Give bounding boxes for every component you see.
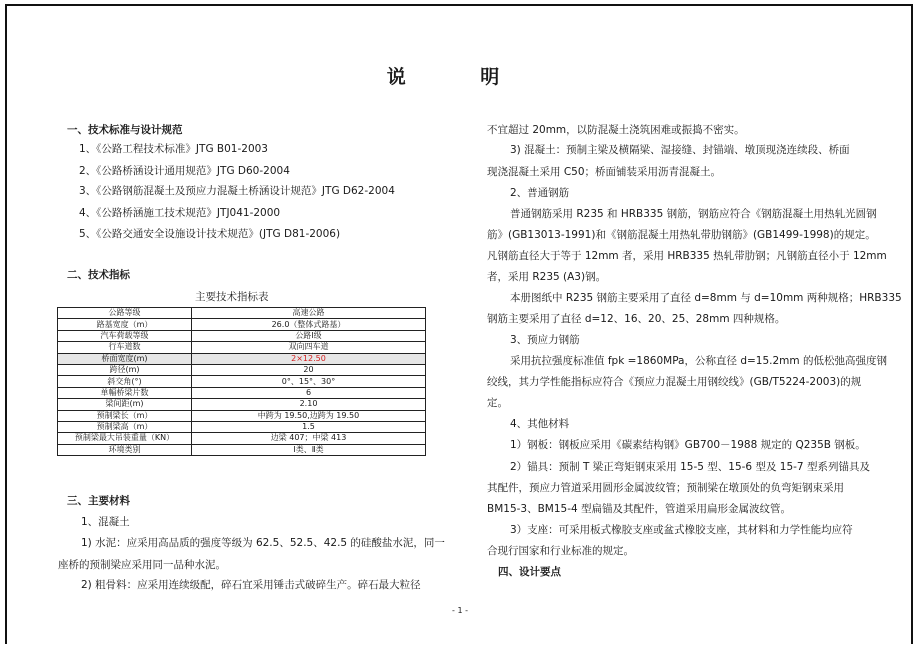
- row-label: 跨径(m): [58, 364, 192, 375]
- table-row: [58, 319, 426, 330]
- row-label: 预制梁高（m）: [58, 421, 192, 432]
- row-value: 1.5: [192, 421, 426, 432]
- row-value: 边梁 407；中梁 413: [192, 433, 426, 444]
- row-label: 路基宽度（m）: [58, 319, 192, 330]
- bearing-text-line-1: 3）支座：可采用板式橡胶支座或盆式橡胶支座，其材料和力学性能均应符: [510, 524, 853, 536]
- cement-text-line-1: 1) 水泥：应采用高品质的强度等级为 62.5、52.5、42.5 的硅酸盐水泥，同一: [81, 537, 445, 549]
- rebar-title: 2、普通钢筋: [510, 187, 570, 199]
- standard-item-2: 2、《公路桥涵设计通用规范》JTG D60-2004: [79, 165, 290, 177]
- page-number: - 1 -: [452, 606, 468, 615]
- bearing-text-line-2: 合现行国家和行业标准的规定。: [487, 545, 634, 557]
- table-row: [58, 330, 426, 341]
- table-row: [58, 444, 426, 455]
- table-row: [58, 308, 426, 319]
- row-value: 中跨为 19.50,边跨为 19.50: [192, 410, 426, 421]
- section-1-heading: 一、技术标准与设计规范: [67, 124, 183, 136]
- anchor-text-line-1: 2）锚具：预制 T 梁正弯矩钢束采用 15-5 型、15-6 型及 15-7 型系列锚具及: [510, 461, 870, 473]
- anchor-text-line-3: BM15-3、BM15-4 型扁锚及其配件，管道采用扁形金属波纹管。: [487, 503, 792, 515]
- prestress-title: 3、预应力钢筋: [510, 334, 580, 346]
- row-label: 单幅桥梁片数: [58, 387, 192, 398]
- row-value: Ⅰ类、Ⅱ类: [192, 444, 426, 455]
- table-row: [58, 410, 426, 421]
- table-row: [58, 342, 426, 353]
- standard-item-1: 1、《公路工程技术标准》JTG B01-2003: [79, 143, 268, 155]
- table-row: [58, 399, 426, 410]
- table-row: [58, 353, 426, 364]
- table-row: [58, 376, 426, 387]
- row-value: 双向四车道: [192, 342, 426, 353]
- section-3-heading: 三、主要材料: [67, 495, 130, 507]
- section-2-heading: 二、技术指标: [67, 269, 130, 281]
- rebar-text-line-2: 筋》(GB13013-1991)和《钢筋混凝土用热轧带肋钢筋》(GB1499-1998)的规定。: [487, 229, 876, 241]
- table-row: [58, 364, 426, 375]
- steel-plate-text: 1）钢板：钢板应采用《碳素结构钢》GB700－1988 规定的 Q235B 钢板。: [510, 439, 866, 451]
- row-value: 26.0（整体式路基）: [192, 319, 426, 330]
- rebar-text-line-4: 者，采用 R235 (A3)钢。: [487, 271, 607, 283]
- section-4-heading: 四、设计要点: [498, 566, 561, 578]
- row-label: 行车道数: [58, 342, 192, 353]
- row-value: 2×12.50: [192, 353, 426, 364]
- concrete-grade-line-1: 3) 混凝土：预制主梁及横隔梁、湿接缝、封锚端、墩顶现浇连续段、桥面: [510, 144, 850, 156]
- prestress-text-line-1: 采用抗拉强度标准值 fpk =1860MPa，公称直径 d=15.2mm 的低松弛高强度钢: [510, 355, 887, 367]
- aggregate-text-line-2: 不宜超过 20mm，以防混凝土浇筑困难或振捣不密实。: [487, 124, 745, 136]
- row-value: 高速公路: [192, 308, 426, 319]
- standard-item-3: 3、《公路钢筋混凝土及预应力混凝土桥涵设计规范》JTG D62-2004: [79, 185, 395, 197]
- row-label: 汽车荷载等级: [58, 330, 192, 341]
- concrete-title: 1、混凝土: [81, 516, 130, 528]
- rebar-text-line-1: 普通钢筋采用 R235 和 HRB335 钢筋，钢筋应符合《钢筋混凝土用热轧光圆钢: [510, 208, 877, 220]
- rebar-text-line-6: 钢筋主要采用了直径 d=12、16、20、25、28mm 四种规格。: [487, 313, 786, 325]
- row-label: 环境类别: [58, 444, 192, 455]
- table-caption: 主要技术指标表: [195, 291, 269, 303]
- row-label: 桥面宽度(m): [58, 353, 192, 364]
- row-label: 斜交角(°): [58, 376, 192, 387]
- row-label: 预制梁长（m）: [58, 410, 192, 421]
- standard-item-4: 4、《公路桥涵施工技术规范》JTJ041-2000: [79, 207, 281, 219]
- prestress-text-line-3: 定。: [487, 397, 508, 409]
- rebar-text-line-5: 本册图纸中 R235 钢筋主要采用了直径 d=8mm 与 d=10mm 两种规格；HRB335: [510, 292, 902, 304]
- anchor-text-line-2: 其配件，预应力管道采用圆形金属波纹管；预制梁在墩顶处的负弯矩钢束采用: [487, 482, 844, 494]
- page-title: 说 明: [386, 66, 534, 88]
- table-row: [58, 433, 426, 444]
- row-value: 6: [192, 387, 426, 398]
- spec-table: [57, 307, 426, 456]
- row-value: 20: [192, 364, 426, 375]
- prestress-text-line-2: 绞线，其力学性能指标应符合《预应力混凝土用钢绞线》(GB/T5224-2003)的规: [487, 376, 862, 388]
- row-label: 公路等级: [58, 308, 192, 319]
- row-value: 2.10: [192, 399, 426, 410]
- row-label: 预制梁最大吊装重量（KN）: [58, 433, 192, 444]
- table-row: [58, 387, 426, 398]
- rebar-text-line-3: 凡钢筋直径大于等于 12mm 者，采用 HRB335 热轧带肋钢；凡钢筋直径小于 12mm: [487, 250, 887, 262]
- row-value: 公路Ⅰ级: [192, 330, 426, 341]
- concrete-grade-line-2: 现浇混凝土采用 C50；桥面铺装采用沥青混凝土。: [487, 166, 722, 178]
- row-value: 0°、15°、30°: [192, 376, 426, 387]
- standard-item-5: 5、《公路交通安全设施设计技术规范》(JTG D81-2006): [79, 228, 341, 240]
- other-materials-title: 4、其他材料: [510, 418, 570, 430]
- cement-text-line-2: 座桥的预制梁应采用同一品种水泥。: [58, 559, 226, 571]
- aggregate-text-line-1: 2) 粗骨料：应采用连续级配，碎石宜采用锤击式破碎生产。碎石最大粒径: [81, 579, 421, 591]
- table-row: [58, 421, 426, 432]
- row-label: 梁间距(m): [58, 399, 192, 410]
